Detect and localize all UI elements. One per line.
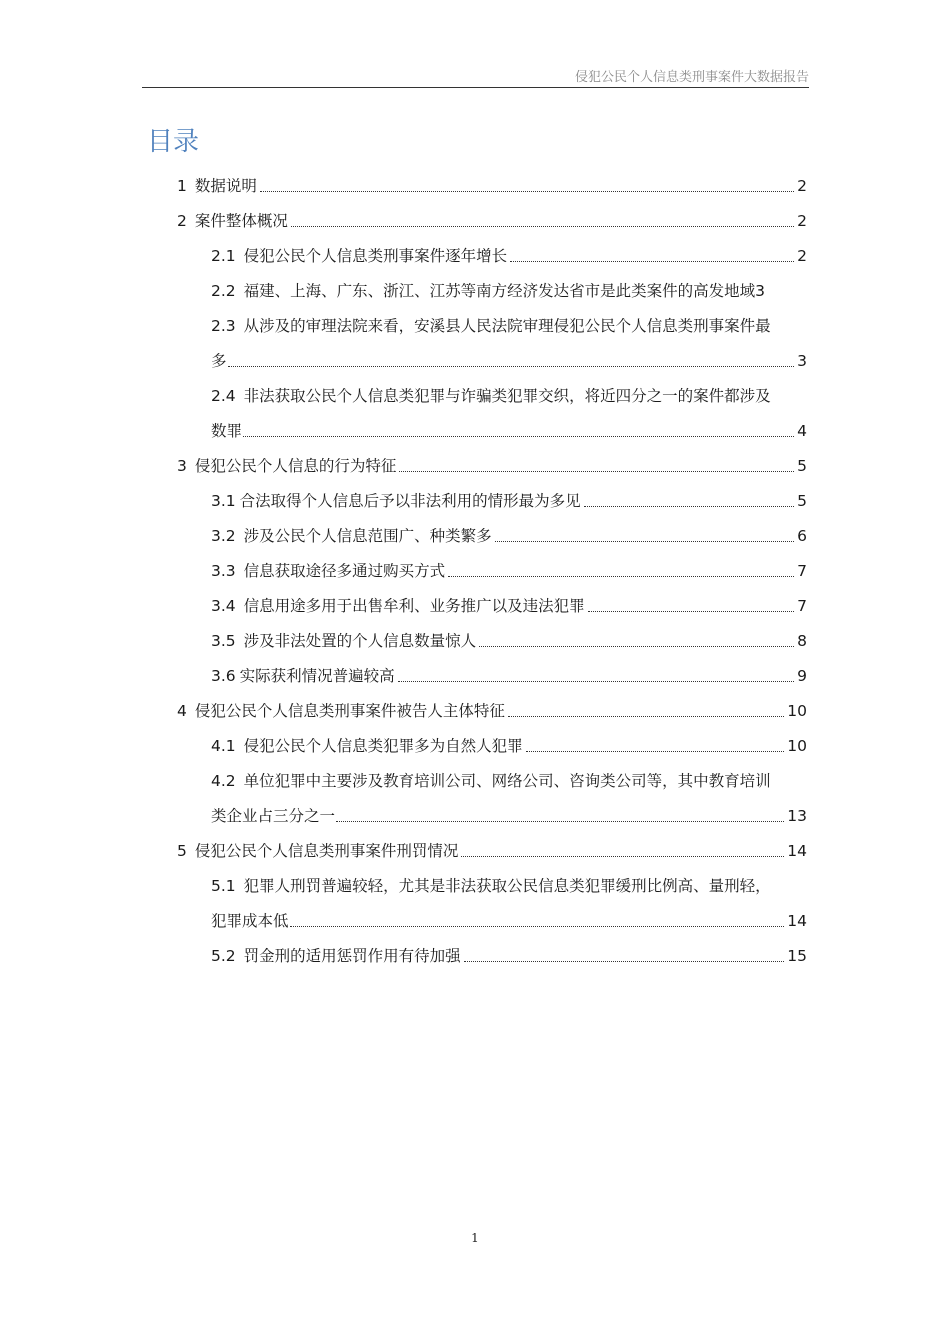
toc-title: 目录 [147, 127, 200, 157]
toc-entry-2-2[interactable] [211, 279, 807, 303]
toc-entry-page: 10 [787, 702, 807, 720]
toc-entry-2-4-continuation[interactable] [211, 419, 807, 443]
toc-entry-2-1[interactable] [211, 244, 807, 268]
toc-leader-dots [461, 832, 784, 857]
toc-leader-dots [584, 482, 794, 507]
toc-entry-text: 非法获取公民个人信息类犯罪与诈骗类犯罪交织，将近四分之一的案件都涉及 [243, 387, 771, 405]
toc-entry-number: 3.2 [211, 527, 236, 545]
toc-entry-4-2-continuation[interactable] [211, 804, 807, 828]
toc-entry-3-6[interactable] [211, 664, 807, 688]
toc-entry-number: 2 [177, 212, 187, 230]
toc-entry-page: 10 [787, 737, 807, 755]
toc-entry-text: 涉及公民个人信息范围广、种类繁多 [243, 527, 492, 545]
toc-entry-3-4[interactable] [211, 594, 807, 618]
toc-entry-text: 侵犯公民个人信息的行为特征 [194, 457, 397, 475]
toc-entry-page: 5 [797, 457, 807, 475]
toc-entry-2-4[interactable] [211, 384, 807, 408]
toc-entry-5[interactable] [177, 839, 807, 863]
toc-entry-text: 侵犯公民个人信息类刑事案件被告人主体特征 [194, 702, 505, 720]
toc-entry-page: 2 [797, 247, 807, 265]
toc-entry-number: 5 [177, 842, 187, 860]
toc-entry-3-5[interactable] [211, 629, 807, 653]
toc-entry-text: 案件整体概况 [194, 212, 288, 230]
toc-entry-2-3[interactable] [211, 314, 807, 338]
toc-entry-page: 9 [797, 667, 807, 685]
toc-entry-text: 单位犯罪中主要涉及教育培训公司、网络公司、咨询类公司等，其中教育培训 [243, 772, 771, 790]
toc-entry-1[interactable] [177, 174, 807, 198]
running-header: 侵犯公民个人信息类刑事案件大数据报告 [574, 70, 809, 85]
toc-entry-number: 5.2 [211, 947, 236, 965]
toc-entry-5-1[interactable] [211, 874, 807, 898]
toc-entry-number: 3.5 [211, 632, 236, 650]
toc-leader-dots [495, 517, 794, 542]
toc-leader-dots [510, 237, 794, 262]
toc-entry-text: 信息用途多用于出售牟利、业务推广以及违法犯罪 [243, 597, 585, 615]
toc-entry-number: 4.1 [211, 737, 236, 755]
header-rule [142, 87, 809, 88]
toc-entry-number: 2.3 [211, 317, 236, 335]
toc-entry-text: 合法取得个人信息后予以非法利用的情形最为多见 [239, 492, 581, 510]
toc-entry-text-continuation: 数罪 [211, 422, 243, 440]
toc-entry-3[interactable] [177, 454, 807, 478]
toc-entry-page: 6 [797, 527, 807, 545]
toc-entry-page: 15 [787, 947, 807, 965]
toc-entry-text-continuation: 犯罪成本低 [211, 912, 289, 930]
toc-entry-text: 从涉及的审理法院来看，安溪县人民法院审理侵犯公民个人信息类刑事案件最 [243, 317, 771, 335]
toc-entry-3-1[interactable] [211, 489, 807, 513]
toc-entry-text: 涉及非法处置的个人信息数量惊人 [243, 632, 477, 650]
toc-entry-number: 2.1 [211, 247, 236, 265]
toc-entry-text: 侵犯公民个人信息类犯罪多为自然人犯罪 [243, 737, 523, 755]
toc-leader-dots [260, 167, 794, 192]
toc-entry-page: 7 [797, 597, 807, 615]
page-number: 1 [471, 1231, 479, 1245]
toc-leader-dots [448, 552, 794, 577]
toc-entry-page: 4 [797, 422, 807, 440]
toc-entry-text: 犯罪人刑罚普遍较轻，尤其是非法获取公民信息类犯罪缓刑比例高、量刑轻， [243, 877, 771, 895]
toc-entry-number: 3 [177, 457, 187, 475]
toc-leader-dots [588, 587, 794, 612]
toc-entry-text-continuation: 多 [211, 352, 227, 370]
toc-entry-number: 3.6 [211, 667, 236, 685]
toc-entry-number: 2.2 [211, 282, 236, 300]
toc-entry-page: 14 [787, 842, 807, 860]
toc-leader-dots [336, 797, 784, 822]
toc-entry-text: 侵犯公民个人信息类刑事案件逐年增长 [243, 247, 508, 265]
toc-entry-page: 8 [797, 632, 807, 650]
toc-entry-number: 5.1 [211, 877, 236, 895]
toc-leader-dots [243, 412, 794, 437]
toc-entry-4[interactable] [177, 699, 807, 723]
toc-entry-2[interactable] [177, 209, 807, 233]
toc-entry-2-3-continuation[interactable] [211, 349, 807, 373]
toc-entry-page: 2 [797, 212, 807, 230]
toc-entry-number: 4 [177, 702, 187, 720]
toc-entry-number: 3.4 [211, 597, 236, 615]
toc-entry-text: 数据说明 [194, 177, 257, 195]
toc-entry-text: 信息获取途径多通过购买方式 [243, 562, 446, 580]
toc-entry-text-continuation: 类企业占三分之一 [211, 807, 336, 825]
toc-entry-text: 福建、上海、广东、浙江、江苏等南方经济发达省市是此类案件的高发地域 [243, 282, 756, 300]
toc-entry-number: 3.3 [211, 562, 236, 580]
toc-leader-dots [508, 692, 784, 717]
toc-leader-dots [291, 202, 794, 227]
toc-entry-number: 3.1 [211, 492, 236, 510]
toc-entry-5-2[interactable] [211, 944, 807, 968]
toc-entry-page: 5 [797, 492, 807, 510]
toc-entry-text: 罚金刑的适用惩罚作用有待加强 [243, 947, 461, 965]
toc-entry-page: 2 [797, 177, 807, 195]
toc-entry-number: 4.2 [211, 772, 236, 790]
toc-entry-4-1[interactable] [211, 734, 807, 758]
toc-leader-dots [399, 447, 794, 472]
toc-leader-dots [228, 342, 795, 367]
toc-leader-dots [526, 727, 785, 752]
toc-leader-dots [290, 902, 785, 927]
toc-entry-page: 3 [797, 352, 807, 370]
toc-entry-3-2[interactable] [211, 524, 807, 548]
toc-leader-dots [479, 622, 794, 647]
toc-entry-page: 7 [797, 562, 807, 580]
toc-entry-page: 14 [787, 912, 807, 930]
toc-leader-dots [464, 937, 785, 962]
toc-entry-number: 1 [177, 177, 187, 195]
toc-entry-5-1-continuation[interactable] [211, 909, 807, 933]
toc-entry-page: 3 [755, 282, 766, 300]
toc-entry-3-3[interactable] [211, 559, 807, 583]
toc-entry-text: 实际获利情况普遍较高 [239, 667, 395, 685]
toc-entry-number: 2.4 [211, 387, 236, 405]
toc-leader-dots [398, 657, 794, 682]
toc-entry-4-2[interactable] [211, 769, 807, 793]
toc-entry-page: 13 [787, 807, 807, 825]
toc-entry-text: 侵犯公民个人信息类刑事案件刑罚情况 [194, 842, 459, 860]
